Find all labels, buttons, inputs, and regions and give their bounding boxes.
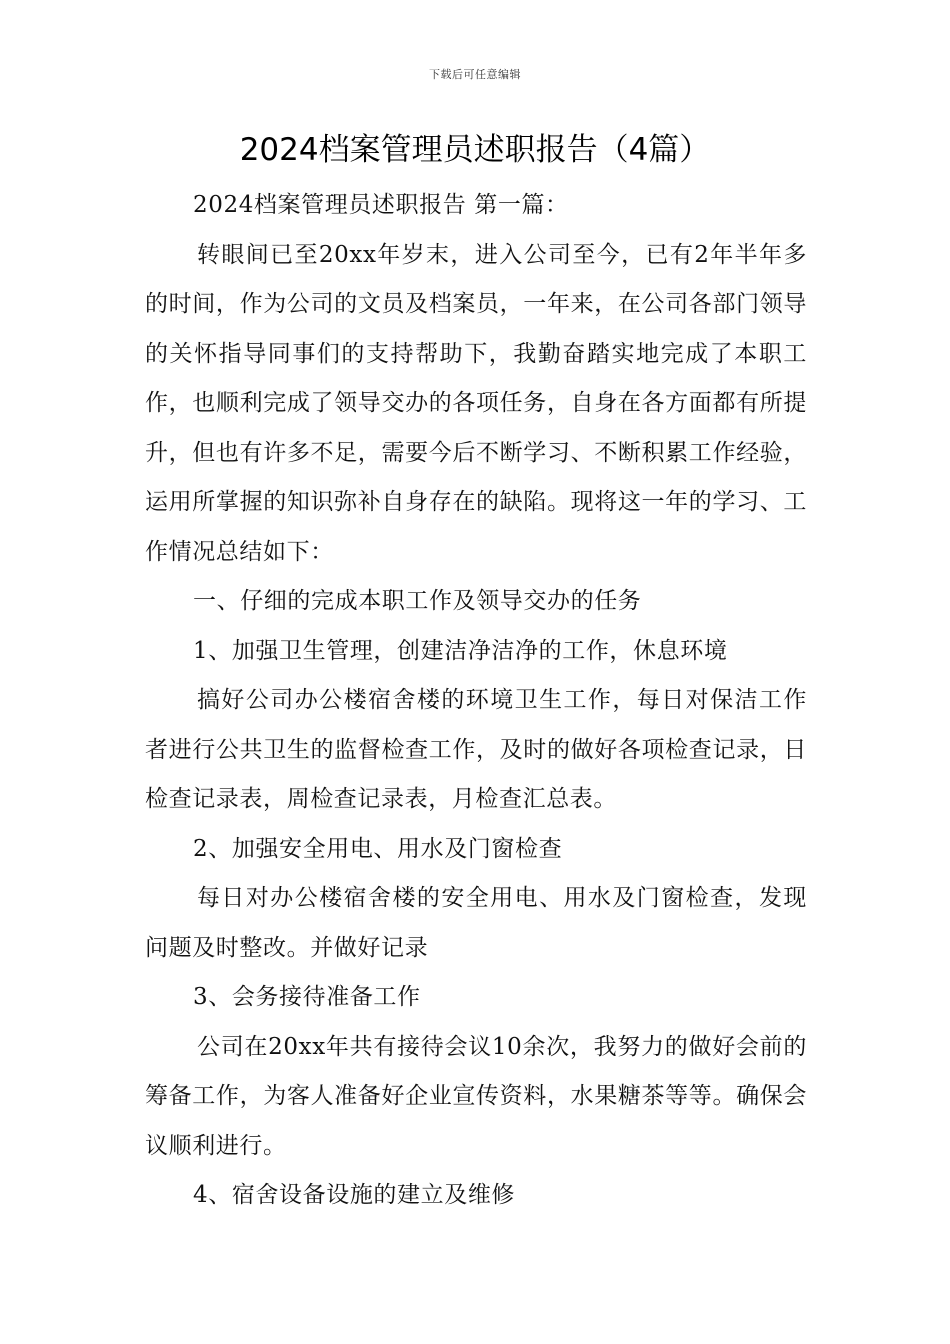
paragraph-intro: 转眼间已至20xx年岁末，进入公司至今，已有2年半年多的时间，作为公司的文员及档案员，一年来，在公司各部门领导的关怀指导同事们的支持帮助下，我勤奋踏实地完成了本职工作，也顺利完成了领导交办的各项任务，自身在各方面都有所提升，但也有许多不足，需要今后不断学习、不断积累工作经验，运用所掌握的知识弥补自身存在的缺陷。现将这一年的学习、工作情况总结如下： [145,241,807,565]
heading-one: 一、仔细的完成本职工作及领导交办的任务 [193,588,642,614]
section-heading: 2024档案管理员述职报告 第一篇： [193,192,569,218]
header-note: 下载后可任意编辑 [429,68,521,81]
subheading-2: 2、加强安全用电、用水及门窗检查 [193,835,563,862]
document-title: 2024档案管理员述职报告（4篇） [239,132,711,168]
paragraph-3: 公司在20xx年共有接待会议10余次，我努力的做好会前的筹备工作，为客人准备好企业宣传资料，水果糖茶等等。确保会议顺利进行。 [145,1033,807,1159]
paragraph-2: 每日对办公楼宿舍楼的安全用电、用水及门窗检查，发现问题及时整改。并做好记录 [145,885,807,961]
document-body [145,181,807,1221]
subheading-1: 1、加强卫生管理，创建洁净洁净的工作，休息环境 [193,637,728,664]
subheading-4: 4、宿舍设备设施的建立及维修 [193,1182,516,1208]
paragraph-1: 搞好公司办公楼宿舍楼的环境卫生工作，每日对保洁工作者进行公共卫生的监督检查工作，及时的做好各项检查记录，日检查记录表，周检查记录表，月检查汇总表。 [145,687,807,812]
subheading-3: 3、会务接待准备工作 [193,984,421,1010]
